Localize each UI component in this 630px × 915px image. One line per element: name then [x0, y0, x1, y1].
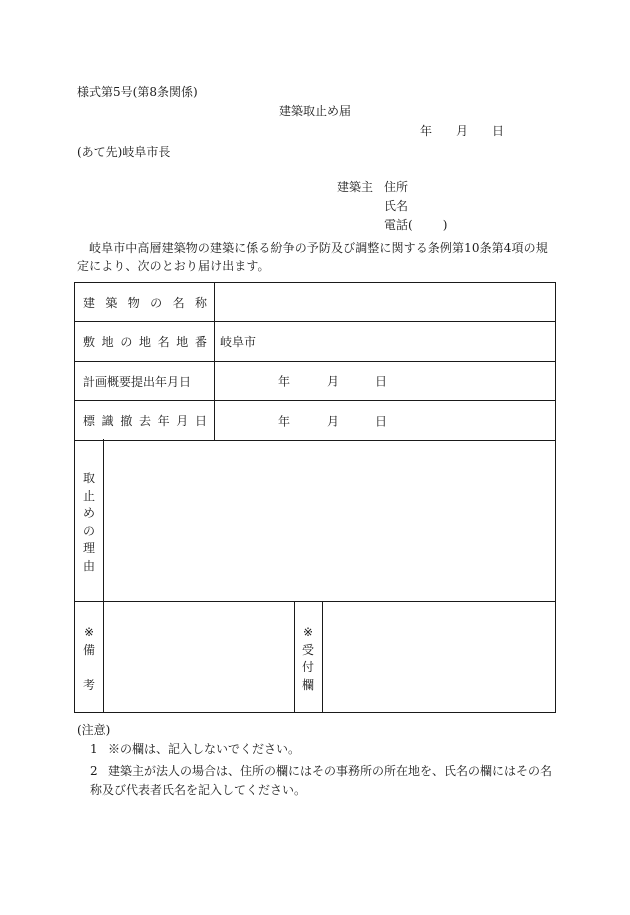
note-2: 2 建築主が法人の場合は、住所の欄にはその事務所の所在地を、氏名の欄にはその名称及び代表者氏名を記入してください。 — [90, 764, 553, 797]
removal-day-label: 日 — [375, 414, 388, 428]
notes-heading: (注意) — [77, 723, 111, 737]
form-number: 様式第5号(第8条関係) — [77, 85, 198, 99]
plan-year-label: 年 — [278, 374, 291, 389]
applicant-block — [337, 180, 447, 237]
submission-date — [420, 124, 504, 138]
addressee: (あて先)岐阜市長 — [77, 145, 171, 159]
day-label: 日 — [492, 124, 505, 138]
remarks-field[interactable] — [104, 602, 294, 713]
removal-month-label: 月 — [327, 414, 340, 428]
building-name-field[interactable] — [215, 283, 556, 322]
plan-date-field[interactable] — [215, 362, 556, 401]
plan-day-label: 日 — [375, 374, 388, 389]
reason-field[interactable] — [104, 439, 556, 601]
plan-date-label: 計画概要提出年月日 — [75, 362, 215, 401]
removal-year-label: 年 — [278, 414, 291, 428]
building-name-label: 建 築 物 の 名 称 — [75, 283, 215, 322]
reception-label: ※ 受 付 欄 — [301, 625, 314, 692]
name-label: 氏名 — [384, 199, 409, 213]
sign-removal-date-field[interactable] — [215, 401, 556, 441]
declaration-text: 岐阜市中高層建築物の建築に係る紛争の予防及び調整に関する条例第10条第4項の規定により、次のとおり届け出ます。 — [77, 241, 548, 273]
reason-label: 取 止 め の 理 由 — [82, 471, 95, 573]
lot-field[interactable]: 岐阜市 — [215, 322, 556, 362]
reception-field[interactable] — [323, 602, 556, 713]
remarks-label: ※ 備 考 — [82, 625, 95, 692]
application-table — [74, 282, 556, 441]
lower-section — [74, 439, 556, 713]
sign-removal-label: 標 識 撤 去 年 月 日 — [75, 401, 215, 441]
form-title: 建築取止め届 — [278, 104, 351, 118]
month-label: 月 — [456, 124, 469, 138]
plan-month-label: 月 — [327, 374, 340, 389]
phone-label: 電話( ) — [384, 218, 448, 232]
lot-label: 敷 地 の 地 名 地 番 — [75, 322, 215, 362]
address-label: 住所 — [384, 180, 409, 194]
year-label: 年 — [420, 124, 433, 138]
note-1: 1 ※の欄は、記入しないでください。 — [90, 742, 301, 756]
applicant-role-label: 建築主 — [337, 180, 374, 194]
